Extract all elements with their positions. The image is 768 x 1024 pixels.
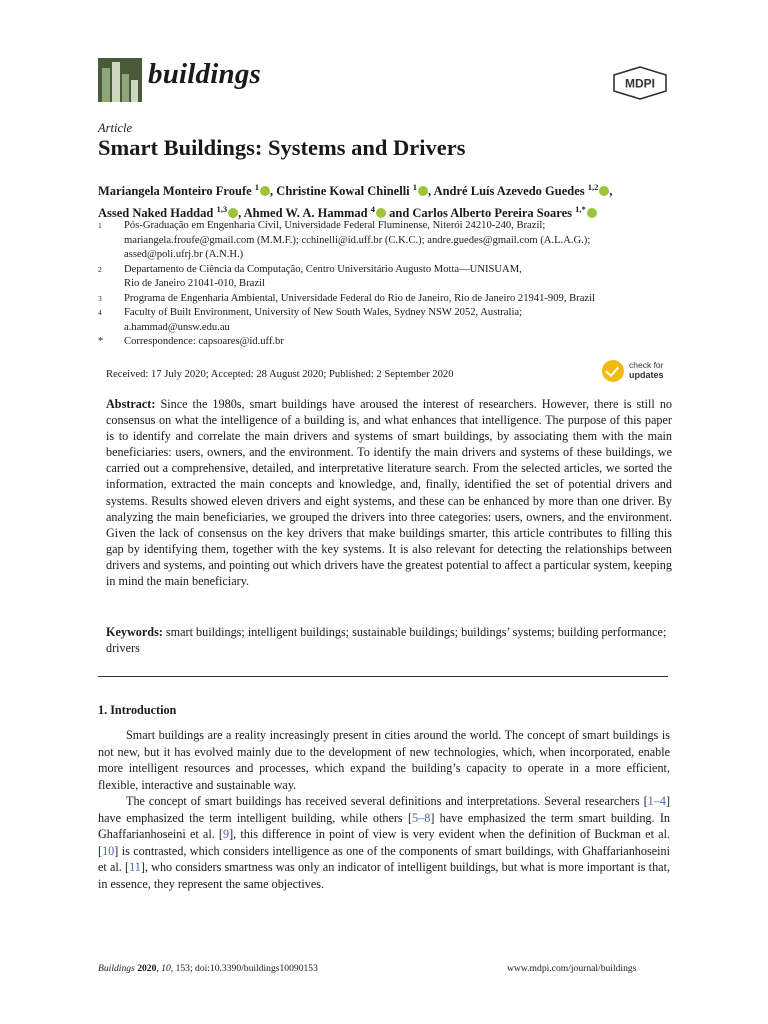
check-updates-line2: updates — [629, 370, 664, 380]
footer-citation: Buildings 2020, 10, 153; doi:10.3390/buildings10090153 — [98, 963, 318, 974]
author-name: André Luís Azevedo Guedes — [433, 184, 585, 199]
citation-link[interactable]: 9 — [223, 827, 230, 841]
author-affiliation-mark: 1,* — [575, 204, 586, 215]
affiliation-mark: * — [98, 336, 104, 347]
affiliation-line: mariangela.froufe@gmail.com (M.M.F.); cchinelli@id.uff.br (C.K.C.); andre.guedes@gmail.com (A.L.A.G.); — [124, 234, 591, 246]
affiliation-mark: 3 — [98, 293, 102, 303]
affiliation-line: Pós-Graduação em Engenharia Civil, Universidade Federal Fluminense, Niterói 24210-240, Brazil; — [124, 220, 546, 231]
affiliation-line: assed@poli.ufrj.br (A.N.H.) — [124, 249, 244, 260]
author-affiliation-mark: 1 — [412, 182, 418, 192]
author-name: Christine Kowal Chinelli — [276, 184, 410, 199]
checkmark-icon — [602, 360, 624, 382]
footer-year: 2020 — [137, 963, 157, 974]
orcid-icon[interactable] — [599, 186, 609, 196]
article-type: Article — [98, 121, 133, 135]
author-list — [98, 178, 673, 222]
orcid-icon[interactable] — [260, 186, 270, 196]
citation-link[interactable]: 1–4 — [647, 794, 666, 808]
affiliation-mark: 1 — [98, 221, 102, 230]
publication-dates: Received: 17 July 2020; Accepted: 28 August 2020; Published: 2 September 2020 — [106, 369, 454, 380]
affiliation-4 — [98, 306, 673, 335]
section-body — [98, 727, 670, 892]
citation-link[interactable]: 5–8 — [412, 810, 431, 825]
orcid-icon[interactable] — [376, 208, 386, 218]
footer-journal: Buildings — [98, 963, 135, 974]
section-title: Introduction — [110, 703, 177, 717]
author-name: Mariangela Monteiro Froufe — [98, 184, 252, 199]
affiliation-correspondence — [98, 335, 673, 350]
affiliation-mark: 4 — [98, 308, 102, 317]
footer-doi: , 153; doi:10.3390/buildings10090153 — [170, 963, 318, 974]
orcid-icon[interactable] — [228, 208, 238, 218]
affiliation-2 — [98, 263, 673, 292]
footer-url[interactable]: www.mdpi.com/journal/buildings — [507, 963, 637, 974]
affiliation-mark: 2 — [98, 264, 102, 274]
citation-link[interactable]: 11 — [129, 860, 141, 874]
journal-name: buildings — [148, 58, 262, 90]
buildings-journal-logo-icon — [98, 58, 142, 102]
affiliation-line: a.hammad@unsw.edu.au — [124, 321, 230, 333]
paragraph — [98, 793, 670, 892]
section-number: 1. — [98, 703, 108, 717]
mdpi-logo-icon — [612, 66, 668, 100]
affiliation-line: Correspondence: capsoares@id.uff.br — [124, 336, 284, 347]
paragraph-text: ] have emphasized the term smart building. In Ghaffarianhoseini et al. [ — [98, 810, 670, 841]
keywords-text: smart buildings; intelligent buildings; sustainable buildings; buildings’ systems; building performance; drivers — [106, 625, 667, 656]
keywords — [106, 624, 672, 656]
paragraph-text: The concept of smart buildings has received several definitions and interpretations. Several researchers [ — [126, 794, 648, 808]
abstract — [106, 396, 672, 589]
author-affiliation-mark: 1,3 — [216, 204, 228, 215]
author-line-1: Mariangela Monteiro Froufe $^1$ , Christine Kowal Chinelli $^1$ , André Luís Azevedo Guedes $^{1,2}$ , — [98, 182, 613, 199]
affiliation-1 — [98, 219, 673, 263]
author-affiliation-mark: 4 — [370, 204, 375, 215]
author-name: Carlos Alberto Pereira Soares — [412, 206, 572, 221]
affiliation-line: Departamento de Ciência da Computação, Centro Universitário Augusto Motta—UNISUAM, — [124, 263, 522, 275]
abstract-label: Abstract: — [106, 397, 156, 411]
orcid-icon[interactable] — [587, 208, 597, 218]
author-line-2: Assed Naked Haddad $^{1,3}$ , Ahmed W. A. Hammad $^4$ and Carlos Alberto Pereira Soares $^{1,*}$ — [98, 200, 673, 222]
author-affiliation-mark: 1 — [254, 182, 260, 192]
citation-link[interactable]: 10 — [102, 843, 115, 858]
paper-title: Smart Buildings: Systems and Drivers — [98, 135, 466, 160]
footer-volume: 10 — [161, 963, 171, 974]
keywords-label: Keywords: — [106, 625, 163, 639]
paragraph-text: ] is contrasted, which considers intelligence as one of the components of smart buildings, with Ghaffarianhoseini et al. [ — [98, 843, 670, 874]
check-for-updates-badge[interactable] — [602, 358, 672, 384]
affiliation-line: Programa de Engenharia Ambiental, Universidade Federal do Rio de Janeiro, Rio de Janeiro 21941-909, Brazil — [124, 292, 595, 304]
section-heading — [98, 703, 176, 718]
orcid-icon[interactable] — [418, 186, 428, 196]
author-name: Ahmed W. A. Hammad — [243, 206, 368, 221]
paragraph-text: ] have emphasized the term intelligent building, while others [ — [98, 794, 670, 825]
section-divider — [98, 676, 668, 677]
check-updates-line1: check for — [629, 360, 664, 370]
affiliation-3 — [98, 292, 673, 307]
author-affiliation-mark: 1,2 — [587, 182, 599, 192]
affiliation-list — [98, 219, 673, 350]
abstract-text: Since the 1980s, smart buildings have aroused the interest of researchers. However, there is still no consensus on what the intelligence of a building is, and what enhances that intelligence. The purpose of this paper is to identify and correlate the main drivers and systems of smart buildings, by associating them with the main beneficiaries: users, owners, and the environment. To identify the main drivers and systems of these buildings, we carried out a comprehensive, detailed, and interpretative literature search. From the selected articles, we sorted the information, extracted the main concepts and knowledge, and, finally, identified the set of potential drivers and systems. Results showed eleven drivers and eight systems, and these can be enhanced by more than one driver. By analyzing the main beneficiaries, we grouped the drivers into three categories: users, owners, and the environment. Given the lack of consensus on the key drivers that make buildings smarter, this article contributes to filling this gap by identifying them, together with the key systems. It is also relevant for detecting the relationships between drivers and systems, and pointing out which drivers have the greatest potential to affect a particular system, keeping in mind the main beneficiary. — [106, 397, 673, 589]
mdpi-logo-text: MDPI — [625, 76, 655, 91]
author-conjunction: and — [389, 206, 410, 221]
affiliation-line: Rio de Janeiro 21041-010, Brazil — [124, 278, 265, 289]
paragraph: Smart buildings are a reality increasingly present in cities around the world. The concept of smart buildings is not new, but it has evolved mainly due to the development of new technologies, which, when incorporated, enable more intelligent resources and processes, which expand the building’s capacity to operate in a more efficient, flexible, interactive and sustainable way. — [98, 728, 670, 792]
author-name: Assed Naked Haddad — [98, 206, 214, 221]
affiliation-line: Faculty of Built Environment, University of New South Wales, Sydney NSW 2052, Australia; — [124, 307, 523, 318]
paragraph-text: ], who considers smartness was only an indicator of intelligent buildings, but what is more important is that, in essence, they represent the same objectives. — [98, 860, 671, 891]
paragraph-text: ], this difference in point of view is very evident when the definition of Buckman et al. [ — [98, 827, 670, 858]
